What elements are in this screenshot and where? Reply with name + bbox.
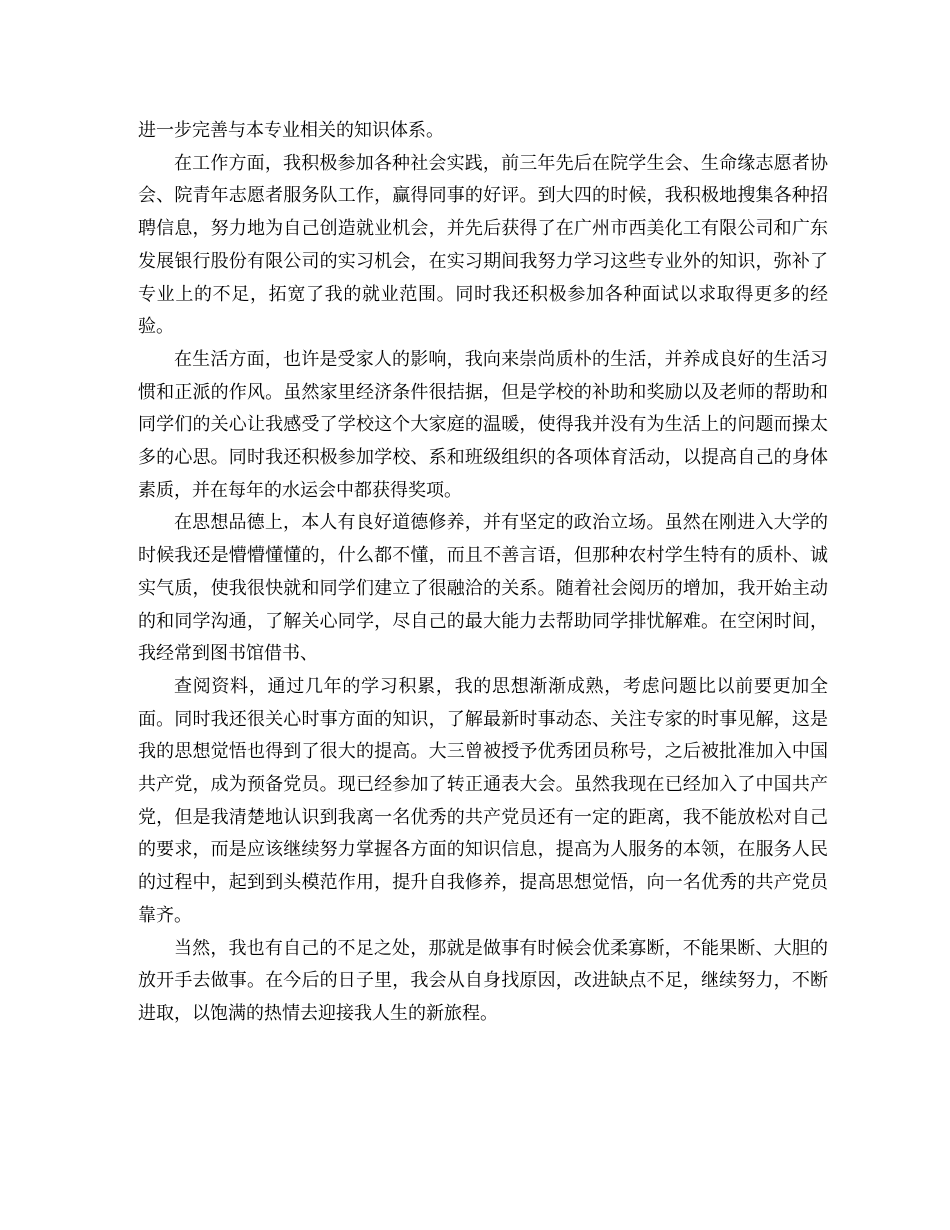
paragraph-work: 在工作方面，我积极参加各种社会实践，前三年先后在院学生会、生命缘志愿者协会、院青年志愿者服务队工作，赢得同事的好评。到大四的时候，我积极地搜集各种招聘信息，努力地为自己创造就业机会，并先后获得了在广州市西美化工有限公司和广东发展银行股份有限公司的实习机会，在实习期间我努力学习这些专业外的知识，弥补了专业上的不足，拓宽了我的就业范围。同时我还积极参加各种面试以求取得更多的经验。 (138, 152, 828, 338)
paragraph-shortcomings: 当然，我也有自己的不足之处，那就是做事有时候会优柔寡断，不能果断、大胆的放开手去做事。在今后的日子里，我会从自身找原因，改进缺点不足，继续努力，不断进取，以饱满的热情去迎接我人生的新旅程。 (138, 937, 828, 1024)
paragraph-thought: 查阅资料，通过几年的学习积累，我的思想渐渐成熟，考虑问题比以前要更加全面。同时我还很关心时事方面的知识，了解最新时事动态、关注专家的时事见解，这是我的思想觉悟也得到了很大的提高。大三曾被授予优秀团员称号，之后被批准加入中国共产党，成为预备党员。现已经参加了转正通表大会。虽然我现在已经加入了中国共产党，但是我清楚地认识到我离一名优秀的共产党员还有一定的距离，我不能放松对自己的要求，而是应该继续努力掌握各方面的知识信息，提高为人服务的本领，在服务人民的过程中，起到到头模范作用，提升自我修养，提高思想觉悟，向一名优秀的共产党员靠齐。 (138, 675, 828, 926)
paragraph-continuation: 进一步完善与本专业相关的知识体系。 (138, 120, 444, 141)
document-body (138, 115, 828, 1031)
paragraph-morality: 在思想品德上，本人有良好道德修养，并有坚定的政治立场。虽然在刚进入大学的时候我还是懵懵懂懂的，什么都不懂，而且不善言语，但那种农村学生特有的质朴、诚实气质，使我很快就和同学们建立了很融洽的关系。随着社会阅历的增加，我开始主动的和同学沟通，了解关心同学，尽自己的最大能力去帮助同学排忧解难。在空闲时间，我经常到图书馆借书、 (138, 512, 828, 665)
paragraph-life: 在生活方面，也许是受家人的影响，我向来崇尚质朴的生活，并养成良好的生活习惯和正派的作风。虽然家里经济条件很拮据，但是学校的补助和奖励以及老师的帮助和同学们的关心让我感受了学校这个大家庭的温暖，使得我并没有为生活上的问题而操太多的心思。同时我还积极参加学校、系和班级组织的各项体育活动，以提高自己的身体素质，并在每年的水运会中都获得奖项。 (138, 348, 828, 501)
